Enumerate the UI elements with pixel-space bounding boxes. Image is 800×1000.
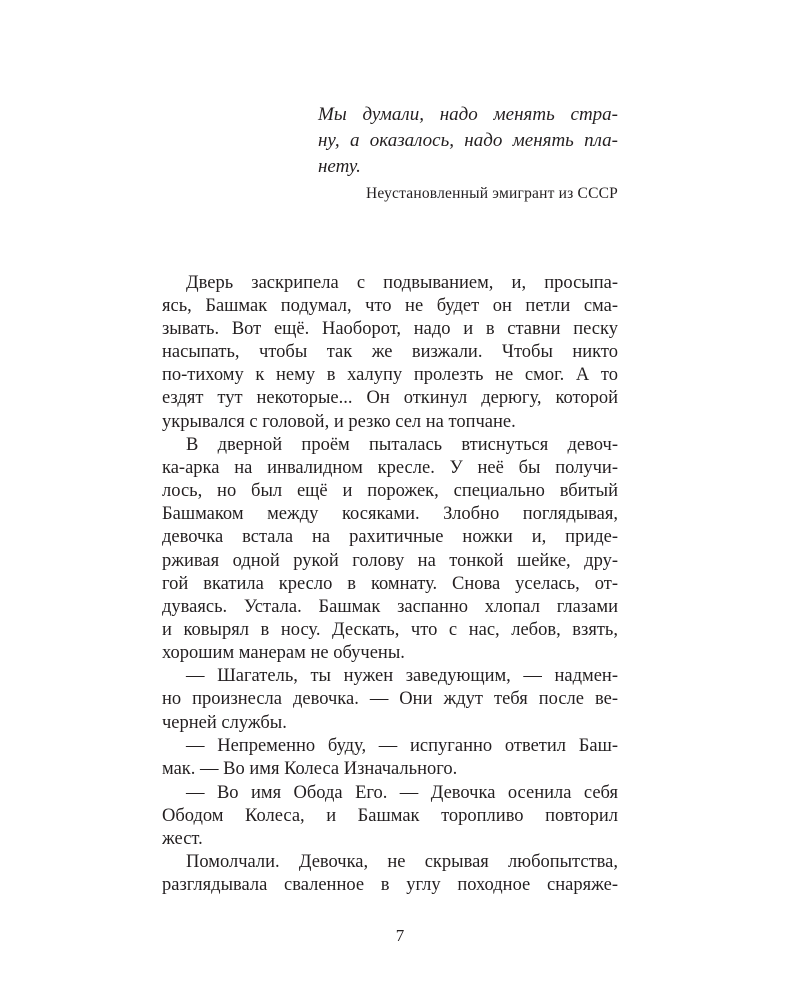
text-line: рживая одной рукой голову на тонкой шейке, дру-: [162, 550, 618, 571]
text-line: жест.: [162, 828, 203, 849]
text-line: лось, но был ещё и порожек, специально вбитый: [162, 481, 618, 502]
text-line: — Во имя Обода Его. — Девочка осенила себя: [186, 782, 618, 803]
text-line: дуваясь. Устала. Башмак заспанно хлопал глазами: [162, 596, 618, 617]
text-line: Башмаком между косяками. Злобно поглядывая,: [162, 504, 618, 525]
text-line: девочка встала на рахитичные ножки и, приде-: [162, 527, 618, 548]
text-line: Помолчали. Девочка, не скрывая любопытства,: [186, 852, 618, 873]
epigraph-line: нету.: [318, 156, 361, 177]
text-line: по-тихому к нему в халупу пролезть не смог. А то: [162, 365, 618, 386]
epigraph-author: Неустановленный эмигрант из СССР: [366, 185, 618, 202]
text-line: — Непременно буду, — испуганно ответил Баш-: [186, 736, 618, 757]
text-line: зывать. Вот ещё. Наоборот, надо и в ставни песку: [162, 319, 618, 340]
paragraph: [162, 735, 618, 781]
text-line: мак. — Во имя Колеса Изначального.: [162, 759, 458, 780]
paragraph: [162, 665, 618, 734]
text-line: ездят тут некоторые... Он откинул дерюгу, которой: [162, 388, 618, 409]
text-line: укрывался с головой, и резко сел на топчане.: [162, 411, 516, 432]
paragraph: [162, 851, 618, 897]
text-line: но произнесла девочка. — Они ждут тебя после ве-: [162, 689, 618, 710]
text-line: насыпать, чтобы так же визжали. Чтобы никто: [162, 342, 618, 363]
text-line: Дверь заскрипела с подвыванием, и, просыпа-: [186, 273, 618, 293]
text-line: ка-арка на инвалидном кресле. У неё бы получи-: [162, 458, 618, 479]
text-line: ясь, Башмак подумал, что не будет он петли сма-: [162, 296, 618, 317]
page-number: 7: [395, 926, 405, 945]
text-line: и ковырял в носу. Дескать, что с нас, лебов, взять,: [162, 619, 618, 640]
text-line: разглядывала сваленное в углу походное снаряже-: [162, 875, 618, 896]
paragraph: [162, 434, 618, 665]
text-line: гой вкатила кресло в комнату. Снова уселась, от-: [162, 573, 618, 594]
epigraph-line: ну, а оказалось, надо менять пла-: [318, 130, 618, 151]
text-line: хорошим манерам не обучены.: [162, 642, 405, 663]
paragraph: [162, 272, 618, 434]
text-line: черней службы.: [162, 712, 287, 733]
epigraph-line: Мы думали, надо менять стра-: [318, 104, 618, 125]
epigraph: [318, 102, 618, 204]
text-line: Ободом Колеса, и Башмак торопливо повторил: [162, 805, 618, 826]
paragraph: [162, 782, 618, 851]
text-line: В дверной проём пыталась втиснуться девоч-: [186, 435, 618, 456]
text-line: — Шагатель, ты нужен заведующим, — надмен-: [186, 666, 618, 687]
body-text: [162, 272, 618, 898]
